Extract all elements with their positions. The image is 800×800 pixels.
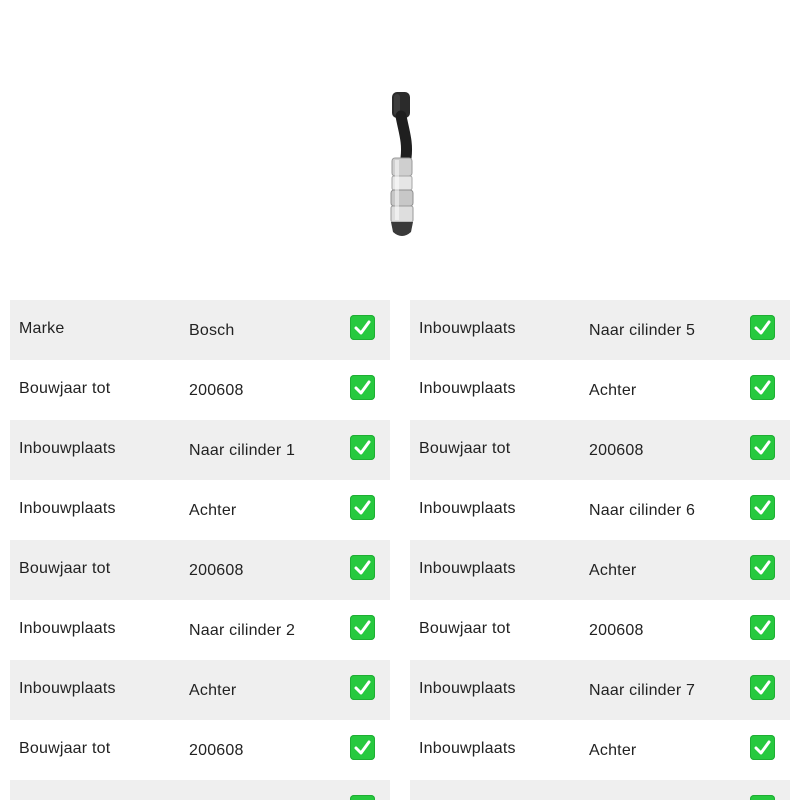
spec-value: 200608 bbox=[589, 622, 644, 639]
spec-label: Inbouwplaats bbox=[19, 440, 116, 457]
spec-row bbox=[10, 780, 390, 800]
spec-row bbox=[410, 420, 790, 480]
spec-value: Achter bbox=[589, 742, 637, 759]
spec-row bbox=[410, 780, 790, 800]
spec-label: Inbouwplaats bbox=[419, 380, 516, 397]
spec-value: Bosch bbox=[189, 322, 235, 339]
spec-value: Achter bbox=[189, 682, 237, 699]
spec-row bbox=[10, 660, 390, 720]
spec-label: Inbouwplaats bbox=[19, 620, 116, 637]
check-icon bbox=[750, 615, 775, 640]
spec-row bbox=[410, 480, 790, 540]
spec-label: Inbouwplaats bbox=[419, 500, 516, 517]
spec-value: 200608 bbox=[189, 742, 244, 759]
spec-row bbox=[410, 600, 790, 660]
check-icon bbox=[350, 435, 375, 460]
check-icon bbox=[750, 435, 775, 460]
spec-row bbox=[10, 540, 390, 600]
spec-value: Naar cilinder 1 bbox=[189, 442, 296, 459]
spec-row bbox=[10, 360, 390, 420]
spec-row bbox=[410, 720, 790, 780]
spec-row bbox=[10, 420, 390, 480]
check-icon bbox=[350, 555, 375, 580]
check-icon bbox=[750, 555, 775, 580]
spec-row bbox=[10, 300, 390, 360]
spec-row bbox=[410, 540, 790, 600]
spec-value: 200608 bbox=[189, 382, 244, 399]
spec-label: Bouwjaar tot bbox=[19, 560, 111, 577]
spec-value: Naar cilinder 2 bbox=[189, 622, 296, 639]
spec-label: Marke bbox=[19, 320, 65, 337]
spec-value: Achter bbox=[189, 502, 237, 519]
spec-label: Bouwjaar tot bbox=[419, 440, 511, 457]
spec-row bbox=[410, 660, 790, 720]
check-icon bbox=[750, 315, 775, 340]
spec-label: Bouwjaar tot bbox=[19, 740, 111, 757]
ignition-lead-cable-image bbox=[360, 80, 440, 250]
spec-value: 200608 bbox=[189, 562, 244, 579]
spec-row bbox=[10, 600, 390, 660]
spec-value: Naar cilinder 6 bbox=[589, 502, 696, 519]
spec-column-left bbox=[10, 300, 390, 800]
check-icon bbox=[750, 375, 775, 400]
check-icon bbox=[750, 495, 775, 520]
spec-label: Inbouwplaats bbox=[419, 320, 516, 337]
spec-column-right bbox=[410, 300, 790, 800]
spec-label: Bouwjaar tot bbox=[419, 620, 511, 637]
spec-label: Inbouwplaats bbox=[19, 500, 116, 517]
check-icon bbox=[350, 615, 375, 640]
spec-row bbox=[410, 360, 790, 420]
spec-label: Inbouwplaats bbox=[419, 680, 516, 697]
spec-value: Naar cilinder 7 bbox=[589, 682, 696, 699]
spec-row bbox=[10, 720, 390, 780]
check-icon bbox=[350, 735, 375, 760]
check-icon bbox=[350, 315, 375, 340]
spec-value: Achter bbox=[589, 382, 637, 399]
check-icon bbox=[350, 675, 375, 700]
spec-value: Naar cilinder 5 bbox=[589, 322, 696, 339]
spec-grid bbox=[10, 300, 790, 800]
check-icon bbox=[750, 675, 775, 700]
check-icon bbox=[750, 735, 775, 760]
check-icon bbox=[350, 375, 375, 400]
check-icon bbox=[750, 795, 775, 800]
check-icon bbox=[350, 795, 375, 800]
spec-label: Inbouwplaats bbox=[419, 740, 516, 757]
spec-label: Bouwjaar tot bbox=[19, 380, 111, 397]
spec-value: 200608 bbox=[589, 442, 644, 459]
spec-label: Inbouwplaats bbox=[19, 680, 116, 697]
spec-row bbox=[10, 480, 390, 540]
check-icon bbox=[350, 495, 375, 520]
spec-label: Inbouwplaats bbox=[419, 560, 516, 577]
spec-value: Achter bbox=[589, 562, 637, 579]
spec-row bbox=[410, 300, 790, 360]
